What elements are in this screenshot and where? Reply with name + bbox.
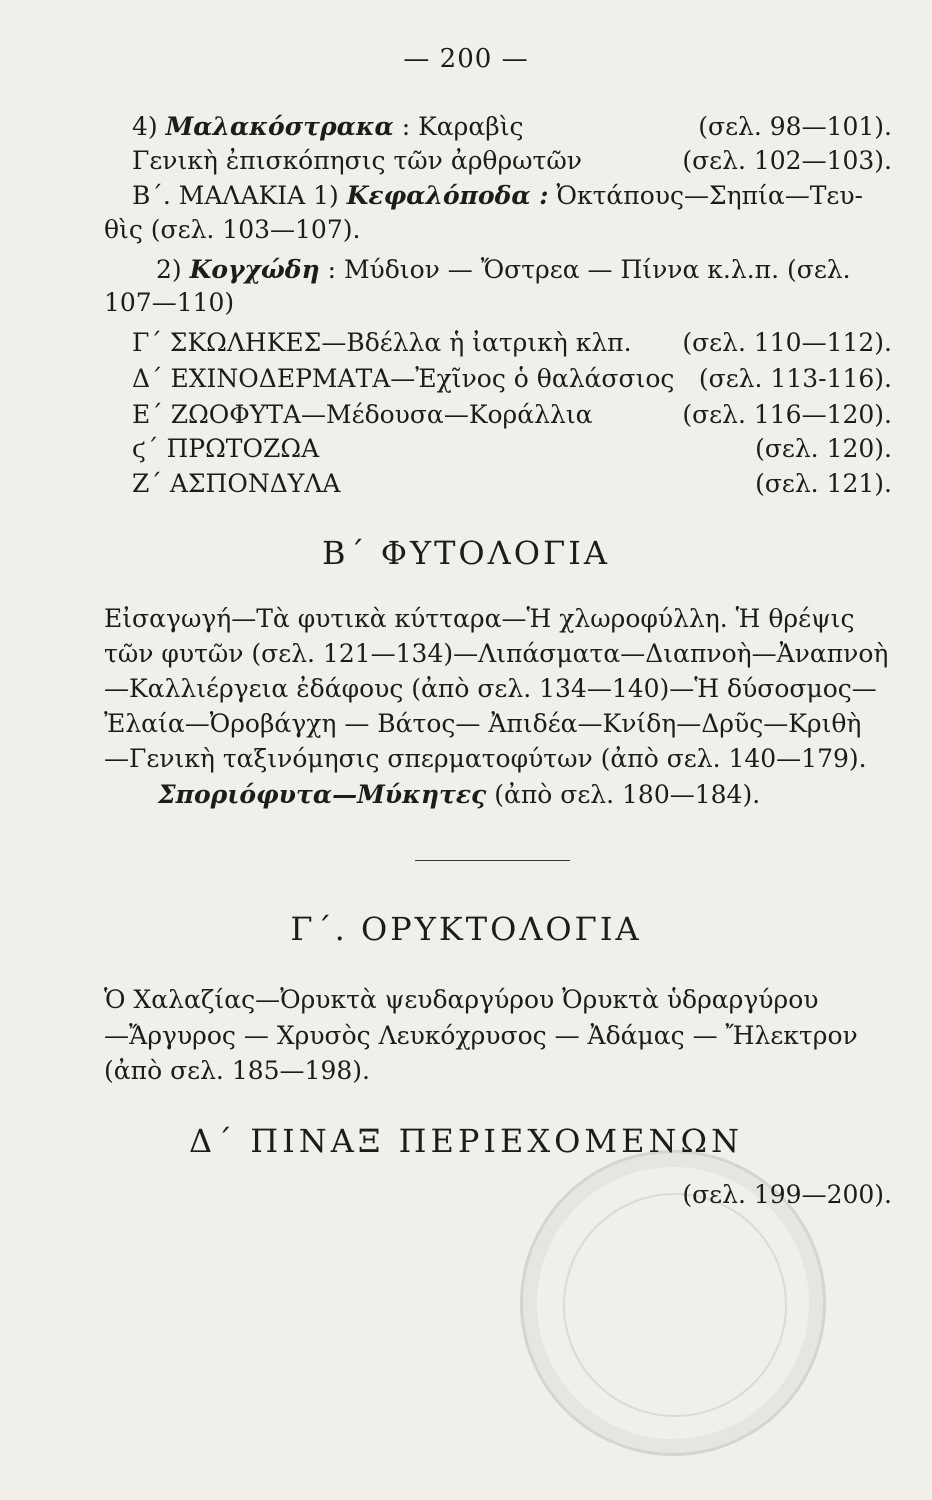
fytologia-line-5: —Γενικὴ ταξινόμησις σπερματοφύτων (ἀπὸ σελ. 140—179).: [104, 744, 867, 773]
fytologia-line-3: —Καλλιέργεια ἐδάφους (ἀπὸ σελ. 134—140)—Ἡ δύσοσμος—: [104, 674, 877, 703]
heading-oryktologia: Γ΄. ΟΡΥΚΤΟΛΟΓΙΑ: [290, 910, 642, 948]
toc-line-arthropods: Γενικὴ ἐπισκόπησις τῶν ἀρθρωτῶν (σελ. 102—103).: [132, 146, 892, 175]
fytologia-line-2: τῶν φυτῶν (σελ. 121—134)—Λιπάσματα—Διαπνοὴ—Ἀναπνοὴ: [104, 639, 889, 668]
toc-line-malakia-cont: θὶς (σελ. 103—107).: [104, 215, 361, 244]
toc-line-konchodi-cont: 107—110): [104, 288, 235, 317]
heading-fytologia: Β΄ ΦΥΤΟΛΟΓΙΑ: [322, 534, 610, 572]
oryktologia-line-2: —Ἄργυρος — Χρυσὸς Λευκόχρυσος — Ἀδάμας — Ἤλεκτρον: [104, 1021, 858, 1050]
toc-line-zoofyta: Ε΄ ΖΩΟΦΥΤΑ—Μέδουσα—Κοράλλια (σελ. 116—120).: [132, 400, 892, 429]
fytologia-line-4: Ἐλαία—Ὀροβάγχη — Βάτος— Ἀπιδέα—Κνίδη—Δρῦς—Κριθὴ: [104, 709, 862, 738]
document-page: — 200 — 4) Μαλακόστρακα : Καραβὶς (σελ. 98—101). Γενικὴ ἐπισκόπησις τῶν ἀρθρωτῶν (σελ. 102—103). Β΄. ΜΑΛΑΚΙΑ 1) Κεφαλόποδα : Ὀκτάπους—Σηπία—Τευ- θὶς (σελ. 103—107). 2) Κογχώδη : Μύδιον — Ὄστρεα — Πίννα κ.λ.π. (σελ. 107—110) Γ΄ ΣΚΩΛΗΚΕΣ—Βδέλλα ἡ ἰατρικὴ κλπ. (σελ. 110—112). Δ΄ ΕΧΙΝΟΔΕΡΜΑΤΑ—Ἐχῖνος ὁ θαλάσσιος (σελ. 113-116). Ε΄ ΖΩΟΦΥΤΑ—Μέδουσα—Κοράλλια (σελ. 116—120). ϛ΄ ΠΡΩΤΟΖΩΑ (σελ. 120). Ζ΄ ΑΣΠΟΝΔΥΛΑ (σελ. 121). Β΄ ΦΥΤΟΛΟΓΙΑ Εἰσαγωγή—Τὰ φυτικὰ κύτταρα—Ἡ χλωροφύλλη. Ἡ θρέψις τῶν φυτῶν (σελ. 121—134)—Λιπάσματα—Διαπνοὴ—Ἀναπνοὴ —Καλλιέργεια ἐδάφους (ἀπὸ σελ. 134—140)—Ἡ δύσοσμος— Ἐλαία—Ὀροβάγχη — Βάτος— Ἀπιδέα—Κνίδη—Δρῦς—Κριθὴ —Γενικὴ ταξινόμησις σπερματοφύτων (ἀπὸ σελ. 140—179). Σποριόφυτα—Μύκητες (ἀπὸ σελ. 180—184). Γ΄. ΟΡΥΚΤΟΛΟΓΙΑ Ὁ Χαλαζίας—Ὀρυκτὰ ψευδαργύρου Ὀρυκτὰ ὑδραργύρου —Ἄργυρος — Χρυσὸς Λευκόχρυσος — Ἀδάμας — Ἤλεκτρον (ἀπὸ σελ. 185—198). Δ΄ ΠΙΝΑΞ ΠΕΡΙΕΧΟΜΕΝΩΝ (σελ. 199—200).: [0, 0, 932, 1500]
toc-line-skolikes: Γ΄ ΣΚΩΛΗΚΕΣ—Βδέλλα ἡ ἰατρικὴ κλπ. (σελ. 110—112).: [132, 328, 892, 357]
oryktologia-line-3: (ἀπὸ σελ. 185—198).: [104, 1056, 370, 1085]
oryktologia-line-1: Ὁ Χαλαζίας—Ὀρυκτὰ ψευδαργύρου Ὀρυκτὰ ὑδραργύρου: [104, 985, 819, 1014]
fytologia-line-1: Εἰσαγωγή—Τὰ φυτικὰ κύτταρα—Ἡ χλωροφύλλη. Ἡ θρέψις: [104, 604, 855, 633]
toc-line-malakostraka: 4) Μαλακόστρακα : Καραβὶς (σελ. 98—101).: [132, 112, 892, 141]
toc-line-konchodi: 2) Κογχώδη : Μύδιον — Ὄστρεα — Πίννα κ.λ.π. (σελ.: [156, 255, 851, 284]
toc-line-protozoa: ϛ΄ ΠΡΩΤΟΖΩΑ (σελ. 120).: [132, 434, 892, 463]
heading-pinax: Δ΄ ΠΙΝΑΞ ΠΕΡΙΕΧΟΜΕΝΩΝ: [188, 1122, 744, 1160]
section-divider: [415, 860, 570, 861]
toc-line-echinodermata: Δ΄ ΕΧΙΝΟΔΕΡΜΑΤΑ—Ἐχῖνος ὁ θαλάσσιος (σελ. 113-116).: [132, 364, 892, 393]
fytologia-line-6: Σποριόφυτα—Μύκητες (ἀπὸ σελ. 180—184).: [158, 780, 761, 809]
page-number: — 200 —: [403, 44, 529, 74]
toc-line-asponduла: Ζ΄ ΑΣΠΟΝΔΥΛΑ (σελ. 121).: [132, 469, 892, 498]
toc-line-malakia: Β΄. ΜΑΛΑΚΙΑ 1) Κεφαλόποδα : Ὀκτάπους—Σηπία—Τευ-: [132, 181, 864, 210]
